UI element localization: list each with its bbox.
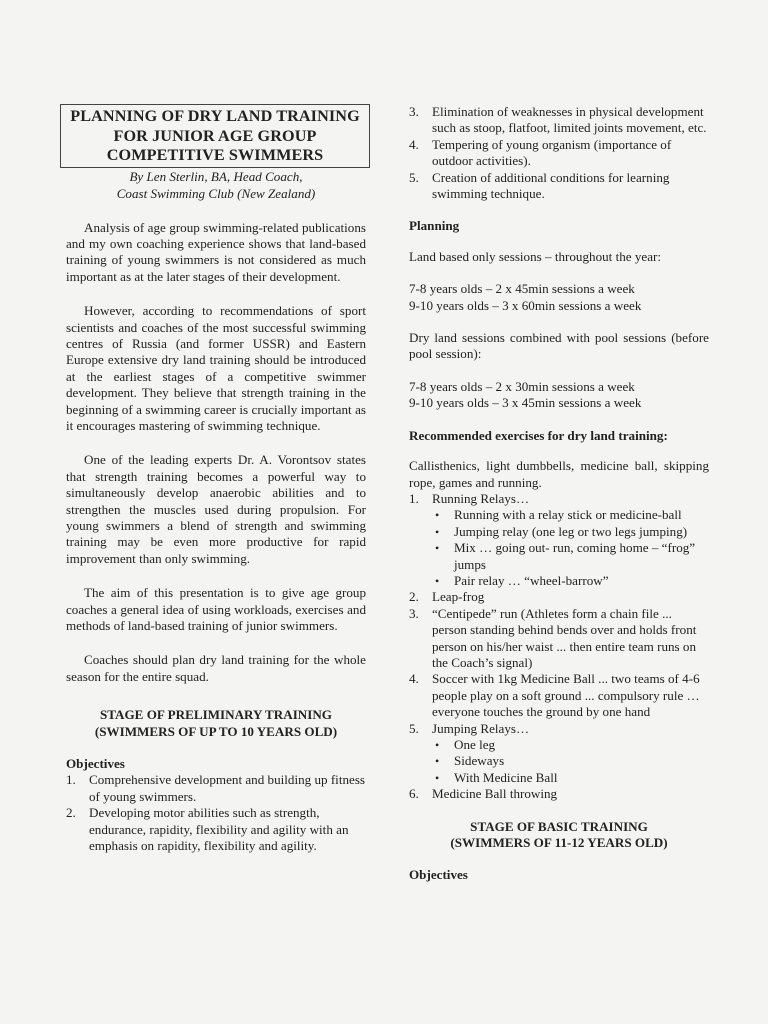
combined-7-8-text: 7-8 years olds – 2 x 30min sessions a week [409, 378, 635, 394]
paragraph-season: Coaches should plan dry land training for the whole season for the entire squad. [66, 652, 366, 684]
list-item: • Jumping relay (one leg or two legs jumping) [435, 523, 688, 539]
planning-heading: Planning [409, 218, 460, 234]
exercises-list [409, 491, 709, 803]
land-7-8-text: 7-8 years olds – 2 x 45min sessions a week [409, 281, 635, 297]
relay-bullets [409, 507, 709, 589]
stage-basic-heading: STAGE OF BASIC TRAINING (SWIMMERS OF 11-12 YEARS OLD) [450, 818, 668, 851]
land-only-text: Land based only sessions – throughout the year: [409, 248, 662, 264]
article-title: PLANNING OF DRY LAND TRAINING FOR JUNIOR AGE GROUP COMPETITIVE SWIMMERS [60, 104, 370, 168]
list-item: 2. Leap-frog [409, 589, 485, 605]
list-item: 5. Creation of additional conditions for learning swimming technique. [409, 169, 670, 202]
land-9-10-text: 9-10 years olds – 3 x 60min sessions a week [409, 297, 642, 313]
list-item: • With Medicine Ball [435, 769, 558, 785]
objectives-heading-2: Objectives [409, 867, 468, 883]
list-item: 4. Tempering of young organism (importance of outdoor activities). [409, 136, 672, 169]
jumping-bullets [409, 737, 709, 786]
combined-9-10-text: 9-10 years olds – 3 x 45min sessions a week [409, 395, 642, 411]
byline-club: Coast Swimming Club (New Zealand) [116, 185, 316, 201]
list-item: • Pair relay … “wheel-barrow” [435, 572, 609, 588]
right-column [409, 104, 709, 884]
combined-text: Dry land sessions combined with pool sessions (before pool session): [409, 330, 709, 362]
list-item: • One leg [435, 737, 496, 752]
list-item: 3. “Centipede” run (Athletes form a chain file ... person standing behind bends over and holds front person on his/her waist ... then entire team runs on the Coach’s signal) [409, 605, 697, 670]
paragraph-analysis: Analysis of age group swimming-related publications and my own coaching experience shows that land-based training of young swimmers is not considered as much important as at the later stages of their development. [66, 219, 366, 284]
list-item: 1. Comprehensive development and building up fitness of young swimmers. [66, 772, 366, 804]
list-item: • Running with a relay stick or medicine-ball [435, 507, 682, 523]
list-item: • Mix … going out- run, coming home – “frog” jumps [435, 540, 696, 572]
left-column [66, 104, 366, 855]
callisthenics-text: Callisthenics, light dumbbells, medicine ball, skipping rope, games and running. [409, 458, 709, 490]
list-item: 5. Jumping Relays… • One leg • Sideways • With Medicine Ball [409, 721, 709, 787]
recommended-heading: Recommended exercises for dry land training: [409, 427, 668, 443]
list-item: 1. Running Relays… • Running with a relay stick or medicine-ball • Jumping relay (one leg or two legs jumping) • Mix … going out- run, coming home – “frog” jumps • Pair relay … “wheel-barrow” [409, 491, 709, 589]
paragraph-vorontsov: One of the leading experts Dr. A. Vorontsov states that strength training becomes a powerful way to simultaneously develop anaerobic abilities and to strengthen the muscles used during propulsion. For young swimmers a blend of strength and swimming training may be even more productive for rapid improvement than only swimming. [66, 452, 366, 566]
paragraph-recommendations: However, according to recommendations of sport scientists and coaches of the most successful swimming centres of Russia (and former USSR) and Eastern Europe extensive dry land training should be introduced at the earliest stages of a competitive swimmer development. They believe that strength training in the beginning of a swimming career is crucially important as it encourages mastering of swimming technique. [66, 303, 366, 433]
list-item: 3. Elimination of weaknesses in physical development such as stoop, flatfoot, limited joints movement, etc. [409, 104, 707, 136]
list-item: 6. Medicine Ball throwing [409, 786, 558, 802]
objectives-heading: Objectives [66, 756, 125, 772]
objectives-list-right [409, 104, 709, 202]
list-item: 2. Developing motor abilities such as strength, endurance, rapidity, flexibility and agility with an emphasis on rapidity, flexibility and agility. [66, 805, 349, 854]
list-item: 4. Soccer with 1kg Medicine Ball ... two teams of 4-6 people play on a soft ground ... compulsory rule … everyone touches the ground by one hand [409, 671, 700, 720]
stage-preliminary-heading: STAGE OF PRELIMINARY TRAINING (SWIMMERS OF UP TO 10 YEARS OLD) [94, 707, 338, 739]
paragraph-aim: The aim of this presentation is to give age group coaches a general idea of using workloads, exercises and methods of land-based training of junior swimmers. [66, 585, 366, 634]
list-item: • Sideways [435, 753, 505, 769]
byline-author: By Len Sterlin, BA, Head Coach, [129, 168, 303, 184]
objectives-list-left [66, 772, 366, 854]
